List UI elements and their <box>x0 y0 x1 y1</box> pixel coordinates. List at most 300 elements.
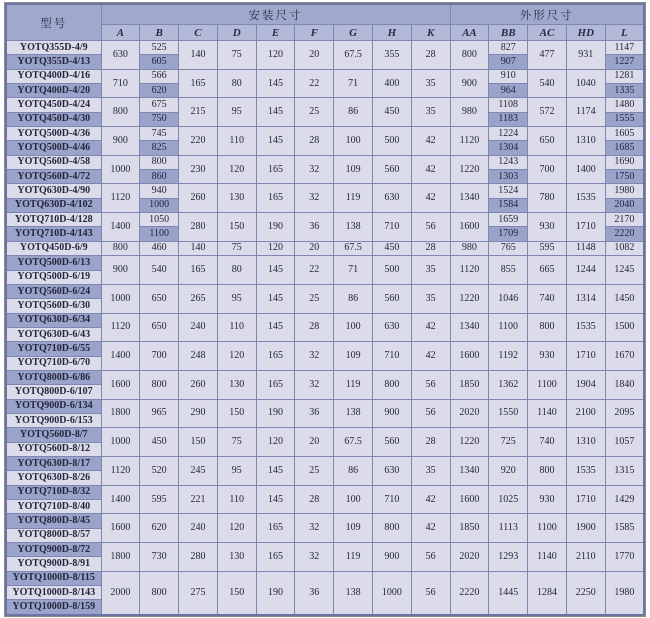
table-row <box>6 284 644 298</box>
table-row <box>6 256 644 270</box>
value-cell-L: 1770 <box>605 543 644 572</box>
value-cell-D: 110 <box>217 313 256 342</box>
table-row <box>6 213 644 227</box>
value-cell-H: 800 <box>372 514 411 543</box>
value-cell-K: 42 <box>411 127 450 156</box>
value-cell-BB: 1113 <box>489 514 528 543</box>
value-cell-HD: 1314 <box>566 284 605 313</box>
value-cell-G: 109 <box>334 342 373 371</box>
value-cell-B: 595 <box>140 485 179 514</box>
value-cell-C: 215 <box>179 98 218 127</box>
value-cell-G: 119 <box>334 184 373 213</box>
value-cell-L: 1281 <box>605 69 644 83</box>
value-cell-A: 2000 <box>101 571 140 615</box>
value-cell-AA: 1340 <box>450 313 489 342</box>
column-letter-C: C <box>179 25 218 41</box>
model-cell: YOTQ800D-8/45 <box>6 514 101 528</box>
value-cell-D: 130 <box>217 543 256 572</box>
value-cell-AA: 900 <box>450 69 489 98</box>
model-cell: YOTQ710D-4/143 <box>6 227 101 241</box>
value-cell-D: 150 <box>217 571 256 615</box>
value-cell-B: 650 <box>140 313 179 342</box>
value-cell-H: 355 <box>372 41 411 70</box>
value-cell-BB: 1524 <box>489 184 528 198</box>
value-cell-L: 2170 <box>605 213 644 227</box>
value-cell-D: 80 <box>217 256 256 285</box>
value-cell-G: 86 <box>334 98 373 127</box>
value-cell-AC: 740 <box>528 284 567 313</box>
model-cell: YOTQ560D-6/24 <box>6 284 101 298</box>
value-cell-AC: 930 <box>528 485 567 514</box>
model-cell: YOTQ1000D-8/159 <box>6 600 101 615</box>
model-cell: YOTQ630D-8/17 <box>6 456 101 470</box>
value-cell-BB: 1659 <box>489 213 528 227</box>
value-cell-L: 1315 <box>605 456 644 485</box>
table-row <box>6 69 644 83</box>
value-cell-AA: 2220 <box>450 571 489 615</box>
overall-dimensions-header: 外形尺寸 <box>450 4 644 25</box>
value-cell-AA: 1600 <box>450 213 489 242</box>
value-cell-BB: 1584 <box>489 198 528 212</box>
column-letter-H: H <box>372 25 411 41</box>
value-cell-B: 800 <box>140 370 179 399</box>
value-cell-HD: 1710 <box>566 342 605 371</box>
table-row <box>6 342 644 356</box>
value-cell-G: 67.5 <box>334 428 373 457</box>
value-cell-BB: 1293 <box>489 543 528 572</box>
value-cell-BB: 1243 <box>489 155 528 169</box>
value-cell-B: 1000 <box>140 198 179 212</box>
value-cell-D: 130 <box>217 184 256 213</box>
value-cell-BB: 827 <box>489 41 528 55</box>
model-cell: YOTQ355D-4/9 <box>6 41 101 55</box>
value-cell-K: 56 <box>411 571 450 615</box>
value-cell-E: 145 <box>256 485 295 514</box>
table-row <box>6 241 644 255</box>
value-cell-K: 56 <box>411 370 450 399</box>
value-cell-HD: 931 <box>566 41 605 70</box>
value-cell-B: 620 <box>140 84 179 98</box>
value-cell-D: 110 <box>217 485 256 514</box>
value-cell-AA: 980 <box>450 98 489 127</box>
value-cell-AC: 665 <box>528 256 567 285</box>
value-cell-F: 28 <box>295 313 334 342</box>
model-cell: YOTQ560D-4/58 <box>6 155 101 169</box>
model-cell: YOTQ400D-4/20 <box>6 84 101 98</box>
value-cell-L: 1429 <box>605 485 644 514</box>
column-letter-K: K <box>411 25 450 41</box>
value-cell-C: 140 <box>179 241 218 255</box>
value-cell-HD: 1310 <box>566 428 605 457</box>
value-cell-E: 190 <box>256 213 295 242</box>
value-cell-B: 540 <box>140 256 179 285</box>
value-cell-C: 275 <box>179 571 218 615</box>
value-cell-B: 620 <box>140 514 179 543</box>
column-letter-B: B <box>140 25 179 41</box>
value-cell-AA: 1220 <box>450 155 489 184</box>
model-cell: YOTQ900D-6/134 <box>6 399 101 413</box>
table-header <box>6 4 644 41</box>
value-cell-E: 145 <box>256 256 295 285</box>
value-cell-A: 1120 <box>101 313 140 342</box>
value-cell-BB: 1192 <box>489 342 528 371</box>
model-column-header: 型号 <box>6 4 101 41</box>
value-cell-C: 260 <box>179 184 218 213</box>
value-cell-HD: 1535 <box>566 456 605 485</box>
value-cell-C: 220 <box>179 127 218 156</box>
value-cell-E: 165 <box>256 543 295 572</box>
value-cell-B: 566 <box>140 69 179 83</box>
value-cell-L: 1555 <box>605 112 644 126</box>
model-cell: YOTQ710D-8/40 <box>6 500 101 514</box>
table-row <box>6 127 644 141</box>
value-cell-AC: 477 <box>528 41 567 70</box>
value-cell-A: 1120 <box>101 456 140 485</box>
value-cell-H: 400 <box>372 69 411 98</box>
column-letter-AA: AA <box>450 25 489 41</box>
value-cell-C: 165 <box>179 69 218 98</box>
value-cell-G: 138 <box>334 399 373 428</box>
value-cell-BB: 855 <box>489 256 528 285</box>
value-cell-F: 25 <box>295 98 334 127</box>
value-cell-AC: 1100 <box>528 370 567 399</box>
model-cell: YOTQ900D-8/72 <box>6 543 101 557</box>
value-cell-AC: 700 <box>528 155 567 184</box>
value-cell-AC: 930 <box>528 213 567 242</box>
value-cell-BB: 1303 <box>489 170 528 184</box>
table-row <box>6 313 644 327</box>
value-cell-C: 240 <box>179 313 218 342</box>
value-cell-A: 1600 <box>101 370 140 399</box>
value-cell-C: 265 <box>179 284 218 313</box>
model-cell: YOTQ900D-8/91 <box>6 557 101 571</box>
value-cell-BB: 920 <box>489 456 528 485</box>
value-cell-B: 650 <box>140 284 179 313</box>
value-cell-HD: 1244 <box>566 256 605 285</box>
value-cell-A: 900 <box>101 256 140 285</box>
value-cell-BB: 907 <box>489 55 528 69</box>
value-cell-L: 1335 <box>605 84 644 98</box>
value-cell-C: 230 <box>179 155 218 184</box>
value-cell-AC: 800 <box>528 456 567 485</box>
value-cell-BB: 1108 <box>489 98 528 112</box>
value-cell-L: 2095 <box>605 399 644 428</box>
value-cell-G: 100 <box>334 485 373 514</box>
value-cell-K: 35 <box>411 284 450 313</box>
value-cell-L: 1605 <box>605 127 644 141</box>
value-cell-K: 28 <box>411 241 450 255</box>
value-cell-A: 1400 <box>101 485 140 514</box>
value-cell-BB: 1362 <box>489 370 528 399</box>
value-cell-L: 1690 <box>605 155 644 169</box>
value-cell-D: 95 <box>217 456 256 485</box>
value-cell-F: 20 <box>295 428 334 457</box>
value-cell-B: 675 <box>140 98 179 112</box>
value-cell-A: 1000 <box>101 284 140 313</box>
value-cell-F: 36 <box>295 399 334 428</box>
value-cell-F: 28 <box>295 127 334 156</box>
value-cell-L: 1245 <box>605 256 644 285</box>
value-cell-AC: 780 <box>528 184 567 213</box>
model-cell: YOTQ630D-6/34 <box>6 313 101 327</box>
value-cell-AA: 1220 <box>450 284 489 313</box>
value-cell-BB: 725 <box>489 428 528 457</box>
value-cell-L: 2220 <box>605 227 644 241</box>
value-cell-K: 28 <box>411 41 450 70</box>
value-cell-BB: 1224 <box>489 127 528 141</box>
model-cell: YOTQ800D-8/57 <box>6 528 101 542</box>
value-cell-HD: 2110 <box>566 543 605 572</box>
table-row <box>6 155 644 169</box>
value-cell-D: 120 <box>217 514 256 543</box>
value-cell-C: 280 <box>179 543 218 572</box>
model-cell: YOTQ560D-8/12 <box>6 442 101 456</box>
value-cell-HD: 1904 <box>566 370 605 399</box>
value-cell-E: 145 <box>256 313 295 342</box>
value-cell-F: 22 <box>295 256 334 285</box>
value-cell-B: 700 <box>140 342 179 371</box>
value-cell-A: 1000 <box>101 428 140 457</box>
value-cell-H: 630 <box>372 313 411 342</box>
value-cell-L: 2040 <box>605 198 644 212</box>
value-cell-L: 1227 <box>605 55 644 69</box>
table-row <box>6 485 644 499</box>
value-cell-B: 605 <box>140 55 179 69</box>
value-cell-D: 120 <box>217 155 256 184</box>
value-cell-AA: 1850 <box>450 514 489 543</box>
value-cell-A: 1120 <box>101 184 140 213</box>
value-cell-H: 560 <box>372 428 411 457</box>
value-cell-E: 165 <box>256 155 295 184</box>
column-letter-F: F <box>295 25 334 41</box>
value-cell-D: 95 <box>217 98 256 127</box>
value-cell-C: 150 <box>179 428 218 457</box>
value-cell-C: 245 <box>179 456 218 485</box>
value-cell-BB: 1304 <box>489 141 528 155</box>
value-cell-G: 119 <box>334 543 373 572</box>
column-letter-E: E <box>256 25 295 41</box>
value-cell-C: 221 <box>179 485 218 514</box>
value-cell-L: 1500 <box>605 313 644 342</box>
value-cell-K: 56 <box>411 213 450 242</box>
value-cell-B: 940 <box>140 184 179 198</box>
model-cell: YOTQ630D-8/26 <box>6 471 101 485</box>
model-cell: YOTQ710D-6/70 <box>6 356 101 370</box>
value-cell-H: 630 <box>372 456 411 485</box>
value-cell-F: 25 <box>295 456 334 485</box>
column-letter-row <box>6 25 644 41</box>
value-cell-G: 86 <box>334 284 373 313</box>
model-cell: YOTQ560D-6/30 <box>6 299 101 313</box>
value-cell-AA: 1340 <box>450 184 489 213</box>
value-cell-F: 36 <box>295 571 334 615</box>
value-cell-E: 145 <box>256 284 295 313</box>
value-cell-HD: 1040 <box>566 69 605 98</box>
value-cell-L: 1480 <box>605 98 644 112</box>
value-cell-H: 900 <box>372 399 411 428</box>
value-cell-AC: 595 <box>528 241 567 255</box>
value-cell-H: 710 <box>372 342 411 371</box>
value-cell-D: 80 <box>217 69 256 98</box>
value-cell-HD: 1174 <box>566 98 605 127</box>
value-cell-D: 150 <box>217 213 256 242</box>
value-cell-L: 1585 <box>605 514 644 543</box>
value-cell-C: 248 <box>179 342 218 371</box>
table-row <box>6 571 644 585</box>
value-cell-HD: 2250 <box>566 571 605 615</box>
value-cell-E: 120 <box>256 428 295 457</box>
value-cell-G: 100 <box>334 313 373 342</box>
value-cell-L: 1147 <box>605 41 644 55</box>
value-cell-H: 800 <box>372 370 411 399</box>
value-cell-L: 1840 <box>605 370 644 399</box>
value-cell-AC: 1140 <box>528 399 567 428</box>
model-cell: YOTQ450D-4/30 <box>6 112 101 126</box>
table-body <box>6 41 644 615</box>
column-letter-BB: BB <box>489 25 528 41</box>
model-cell: YOTQ500D-4/46 <box>6 141 101 155</box>
model-cell: YOTQ710D-4/128 <box>6 213 101 227</box>
value-cell-H: 450 <box>372 98 411 127</box>
value-cell-G: 100 <box>334 127 373 156</box>
model-cell: YOTQ710D-6/55 <box>6 342 101 356</box>
value-cell-HD: 1400 <box>566 155 605 184</box>
value-cell-D: 75 <box>217 428 256 457</box>
value-cell-B: 750 <box>140 112 179 126</box>
value-cell-C: 280 <box>179 213 218 242</box>
value-cell-G: 71 <box>334 69 373 98</box>
value-cell-K: 35 <box>411 98 450 127</box>
value-cell-H: 500 <box>372 127 411 156</box>
model-cell: YOTQ630D-6/43 <box>6 327 101 341</box>
value-cell-F: 28 <box>295 485 334 514</box>
value-cell-F: 32 <box>295 184 334 213</box>
value-cell-AA: 1340 <box>450 456 489 485</box>
value-cell-A: 1000 <box>101 155 140 184</box>
value-cell-K: 35 <box>411 69 450 98</box>
table-row <box>6 428 644 442</box>
column-letter-D: D <box>217 25 256 41</box>
value-cell-BB: 1183 <box>489 112 528 126</box>
value-cell-D: 75 <box>217 41 256 70</box>
column-letter-A: A <box>101 25 140 41</box>
value-cell-AC: 1100 <box>528 514 567 543</box>
value-cell-K: 35 <box>411 456 450 485</box>
value-cell-E: 190 <box>256 399 295 428</box>
value-cell-C: 260 <box>179 370 218 399</box>
value-cell-B: 525 <box>140 41 179 55</box>
value-cell-G: 138 <box>334 213 373 242</box>
value-cell-F: 36 <box>295 213 334 242</box>
value-cell-B: 1100 <box>140 227 179 241</box>
value-cell-K: 42 <box>411 514 450 543</box>
value-cell-K: 56 <box>411 543 450 572</box>
value-cell-G: 109 <box>334 155 373 184</box>
value-cell-L: 1450 <box>605 284 644 313</box>
value-cell-HD: 1535 <box>566 313 605 342</box>
value-cell-AC: 740 <box>528 428 567 457</box>
value-cell-H: 1000 <box>372 571 411 615</box>
model-cell: YOTQ500D-4/36 <box>6 127 101 141</box>
value-cell-B: 860 <box>140 170 179 184</box>
value-cell-HD: 1900 <box>566 514 605 543</box>
column-letter-L: L <box>605 25 644 41</box>
model-cell: YOTQ355D-4/13 <box>6 55 101 69</box>
value-cell-AC: 650 <box>528 127 567 156</box>
value-cell-G: 67.5 <box>334 41 373 70</box>
value-cell-B: 825 <box>140 141 179 155</box>
model-cell: YOTQ800D-6/107 <box>6 385 101 399</box>
value-cell-AA: 800 <box>450 41 489 70</box>
value-cell-B: 745 <box>140 127 179 141</box>
value-cell-D: 110 <box>217 127 256 156</box>
value-cell-G: 67.5 <box>334 241 373 255</box>
table-row <box>6 184 644 198</box>
value-cell-H: 500 <box>372 256 411 285</box>
value-cell-F: 22 <box>295 69 334 98</box>
value-cell-G: 109 <box>334 514 373 543</box>
value-cell-HD: 1310 <box>566 127 605 156</box>
table-row <box>6 456 644 470</box>
value-cell-E: 145 <box>256 69 295 98</box>
value-cell-E: 165 <box>256 514 295 543</box>
value-cell-BB: 1025 <box>489 485 528 514</box>
value-cell-AA: 1120 <box>450 127 489 156</box>
value-cell-B: 460 <box>140 241 179 255</box>
value-cell-F: 32 <box>295 543 334 572</box>
model-cell: YOTQ630D-4/90 <box>6 184 101 198</box>
value-cell-H: 900 <box>372 543 411 572</box>
value-cell-L: 1685 <box>605 141 644 155</box>
value-cell-E: 145 <box>256 98 295 127</box>
value-cell-K: 42 <box>411 184 450 213</box>
value-cell-A: 1400 <box>101 342 140 371</box>
table-row <box>6 41 644 55</box>
value-cell-H: 710 <box>372 213 411 242</box>
value-cell-HD: 1710 <box>566 485 605 514</box>
value-cell-C: 140 <box>179 41 218 70</box>
value-cell-E: 120 <box>256 41 295 70</box>
value-cell-AA: 1600 <box>450 485 489 514</box>
value-cell-E: 165 <box>256 342 295 371</box>
model-cell: YOTQ1000D-8/143 <box>6 586 101 600</box>
value-cell-F: 20 <box>295 241 334 255</box>
value-cell-B: 965 <box>140 399 179 428</box>
value-cell-L: 1057 <box>605 428 644 457</box>
value-cell-AC: 800 <box>528 313 567 342</box>
value-cell-AA: 980 <box>450 241 489 255</box>
value-cell-BB: 765 <box>489 241 528 255</box>
value-cell-AA: 2020 <box>450 543 489 572</box>
value-cell-L: 1980 <box>605 184 644 198</box>
value-cell-H: 560 <box>372 284 411 313</box>
value-cell-BB: 910 <box>489 69 528 83</box>
value-cell-E: 165 <box>256 370 295 399</box>
value-cell-AA: 1600 <box>450 342 489 371</box>
value-cell-D: 150 <box>217 399 256 428</box>
value-cell-A: 630 <box>101 41 140 70</box>
value-cell-AC: 540 <box>528 69 567 98</box>
value-cell-AC: 1284 <box>528 571 567 615</box>
value-cell-E: 120 <box>256 241 295 255</box>
value-cell-BB: 964 <box>489 84 528 98</box>
value-cell-K: 56 <box>411 399 450 428</box>
table-row <box>6 399 644 413</box>
value-cell-A: 800 <box>101 98 140 127</box>
value-cell-B: 1050 <box>140 213 179 227</box>
value-cell-F: 20 <box>295 41 334 70</box>
install-dimensions-header: 安装尺寸 <box>101 4 450 25</box>
